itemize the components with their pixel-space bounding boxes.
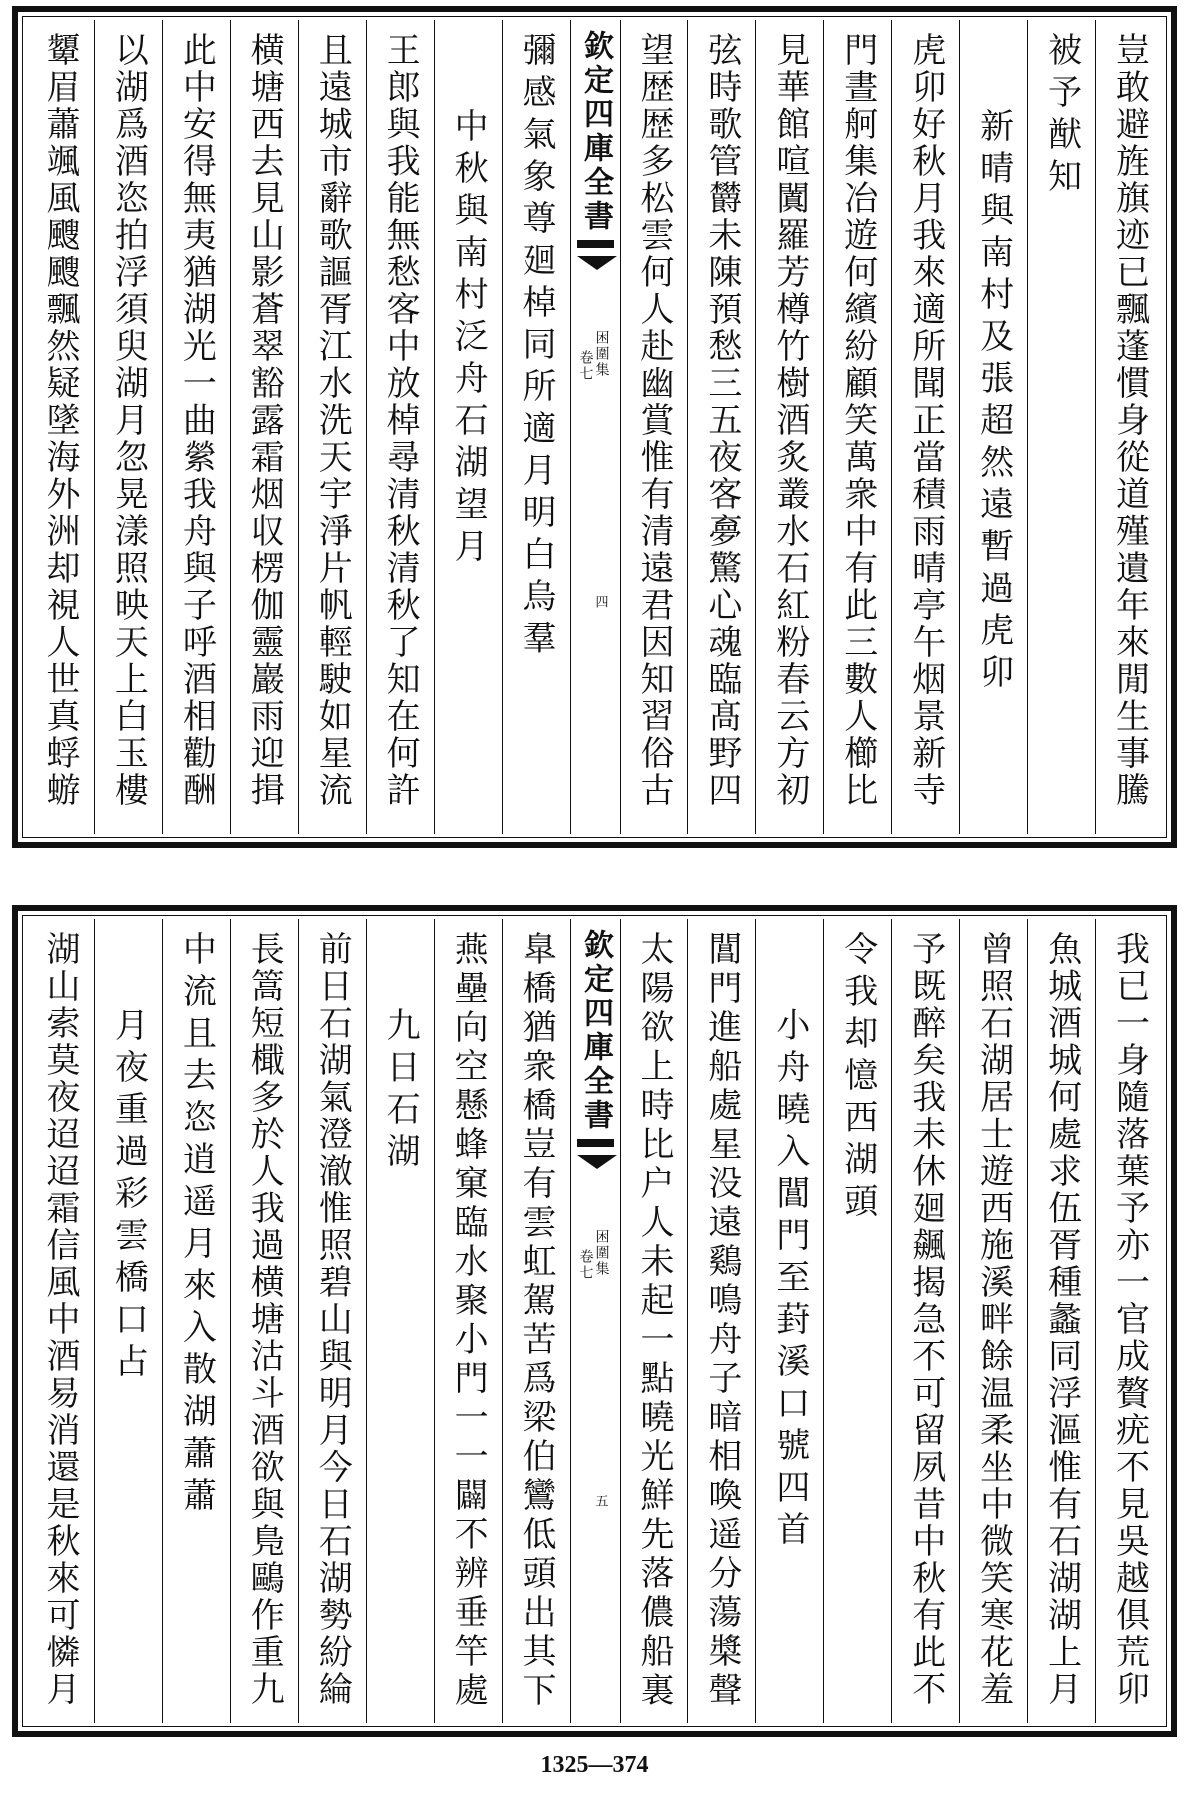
text-line: 門晝舸集冶遊何繽紛顧笑萬衆中有此三數人櫛比 xyxy=(837,32,878,809)
center-fold xyxy=(570,20,620,834)
library-title: 欽定四庫全書 xyxy=(578,929,613,1133)
text-column xyxy=(891,919,959,1723)
volume-label: 卷七 xyxy=(577,1249,594,1281)
text-column xyxy=(94,919,162,1723)
text-line: 弦時歌管欝未陳預愁三五夜客夣驚心魂臨髙野四 xyxy=(701,32,742,809)
text-column xyxy=(230,20,298,834)
text-line: 我已一身隨落葉予亦一官成贅疣不見吳越俱荒卯 xyxy=(1109,931,1150,1708)
text-line: 王郎與我能無愁客中放棹尋清秋清秋了知在何許 xyxy=(380,32,421,809)
text-column xyxy=(823,20,891,834)
text-column xyxy=(298,20,366,834)
text-column xyxy=(230,919,298,1723)
text-column xyxy=(502,919,570,1723)
text-column xyxy=(162,20,230,834)
text-column xyxy=(959,919,1027,1723)
text-column xyxy=(755,919,823,1723)
text-column xyxy=(1027,20,1095,834)
text-column xyxy=(162,919,230,1723)
text-column xyxy=(823,919,891,1723)
text-line: 湖山索莫夜迢迢霜信風中酒易消還是秋來可憐月 xyxy=(39,931,80,1708)
book-title: 困圍集 xyxy=(593,330,610,378)
folio-number: 五 xyxy=(592,1494,608,1507)
lower-leaf xyxy=(12,905,1177,1737)
center-fold xyxy=(570,919,620,1723)
text-line: 長篙短檝多於人我過横塘沽斗酒欲與鳬鷗作重九 xyxy=(244,931,285,1708)
upper-leaf-columns xyxy=(26,20,1163,834)
text-line: 横塘西去見山影蒼翠豁露霜烟収楞伽靈巖雨迎揖 xyxy=(244,32,285,809)
poem-title: 月夜重過彩雲橋口占 xyxy=(108,1007,149,1385)
fish-tail-mark xyxy=(577,240,614,270)
text-column xyxy=(891,20,959,834)
folio-number: 四 xyxy=(592,595,608,608)
poem-title: 中秋與南村泛舟石湖望月 xyxy=(448,108,489,570)
text-column xyxy=(1095,20,1163,834)
text-column xyxy=(620,919,688,1723)
text-column xyxy=(26,20,94,834)
book-title: 困圍集 xyxy=(593,1229,610,1277)
text-column xyxy=(298,919,366,1723)
text-column xyxy=(959,20,1027,834)
page-number: 1325—374 xyxy=(540,1752,649,1778)
text-line: 中流且去恣逍遥月來入散湖蕭蕭 xyxy=(176,931,217,1519)
library-title: 欽定四庫全書 xyxy=(578,30,613,234)
text-line: 閶門進船處星没遠鷄鳴舟子暗相喚遥分蕩槳聲 xyxy=(701,931,742,1711)
text-column xyxy=(620,20,688,834)
text-line: 豈敢避旌旗迹已飄蓬慣身從道殣遺年來閒生事騰 xyxy=(1109,32,1150,809)
text-column xyxy=(687,919,755,1723)
fish-tail-mark xyxy=(577,1139,614,1169)
text-line: 且遠城市辭歌謳胥江水洗天宇淨片帆輕駛如星流 xyxy=(312,32,353,809)
text-line: 太陽欲上時比户人未起一點曉光鮮先落儂船裏 xyxy=(633,931,674,1711)
text-column xyxy=(366,20,434,834)
text-line: 見華館喧闐羅芳樽竹樹酒炙叢水石紅粉春云方初 xyxy=(769,32,810,809)
text-column xyxy=(1095,919,1163,1723)
lower-leaf-columns xyxy=(26,919,1163,1723)
text-line: 前日石湖氣澄澈惟照碧山與明月今日石湖勢紛綸 xyxy=(312,931,353,1708)
text-line: 臯橋猶衆橋豈有雲虹駕苦爲梁伯鸞低頭出其下 xyxy=(516,931,557,1711)
text-column xyxy=(1027,919,1095,1723)
text-line: 望歴歴多松雲何人赴幽賞惟有清遠君因知習俗古 xyxy=(633,32,674,809)
text-column xyxy=(687,20,755,834)
text-column xyxy=(502,20,570,834)
poem-title: 小舟曉入閶門至葑溪口號四首 xyxy=(769,1007,810,1553)
poem-title: 九日石湖 xyxy=(380,1007,421,1175)
volume-label: 卷七 xyxy=(577,350,594,382)
poem-title: 新晴與南村及張超然遠暫過虎卯 xyxy=(973,108,1014,696)
text-column xyxy=(94,20,162,834)
text-column xyxy=(366,919,434,1723)
text-column xyxy=(755,20,823,834)
text-line: 令我却憶西湖頭 xyxy=(837,931,878,1225)
text-line: 被予猷知 xyxy=(1041,32,1082,200)
upper-leaf xyxy=(12,6,1177,848)
text-line: 以湖爲酒恣拍浮須臾湖月忽晃漾照映天上白玉樓 xyxy=(108,32,149,809)
text-column xyxy=(26,919,94,1723)
text-line: 予既醉矣我未休廻飆揭急不可留夙昔中秋有此不 xyxy=(905,931,946,1708)
text-line: 魚城酒城何處求伍胥種蠡同浮漚惟有石湖湖上月 xyxy=(1041,931,1082,1708)
text-column xyxy=(434,919,502,1723)
text-line: 曾照石湖居士遊西施溪畔餘温柔坐中微笑寒花羞 xyxy=(973,931,1014,1708)
text-line: 彌感氣象尊廻棹同所適月明白烏羣 xyxy=(516,32,557,662)
text-line: 顰眉蕭颯風颼颼飄然疑墜海外洲却視人世真蜉蝣 xyxy=(39,32,80,809)
text-line: 燕壘向空懸蜂窠臨水聚小門一一闢不辨垂竿處 xyxy=(448,931,489,1711)
text-line: 虎卯好秋月我來適所聞正當積雨晴亭午烟景新寺 xyxy=(905,32,946,809)
text-line: 此中安得無夷猶湖光一曲縈我舟與子呼酒相勸酬 xyxy=(176,32,217,809)
text-column xyxy=(434,20,502,834)
